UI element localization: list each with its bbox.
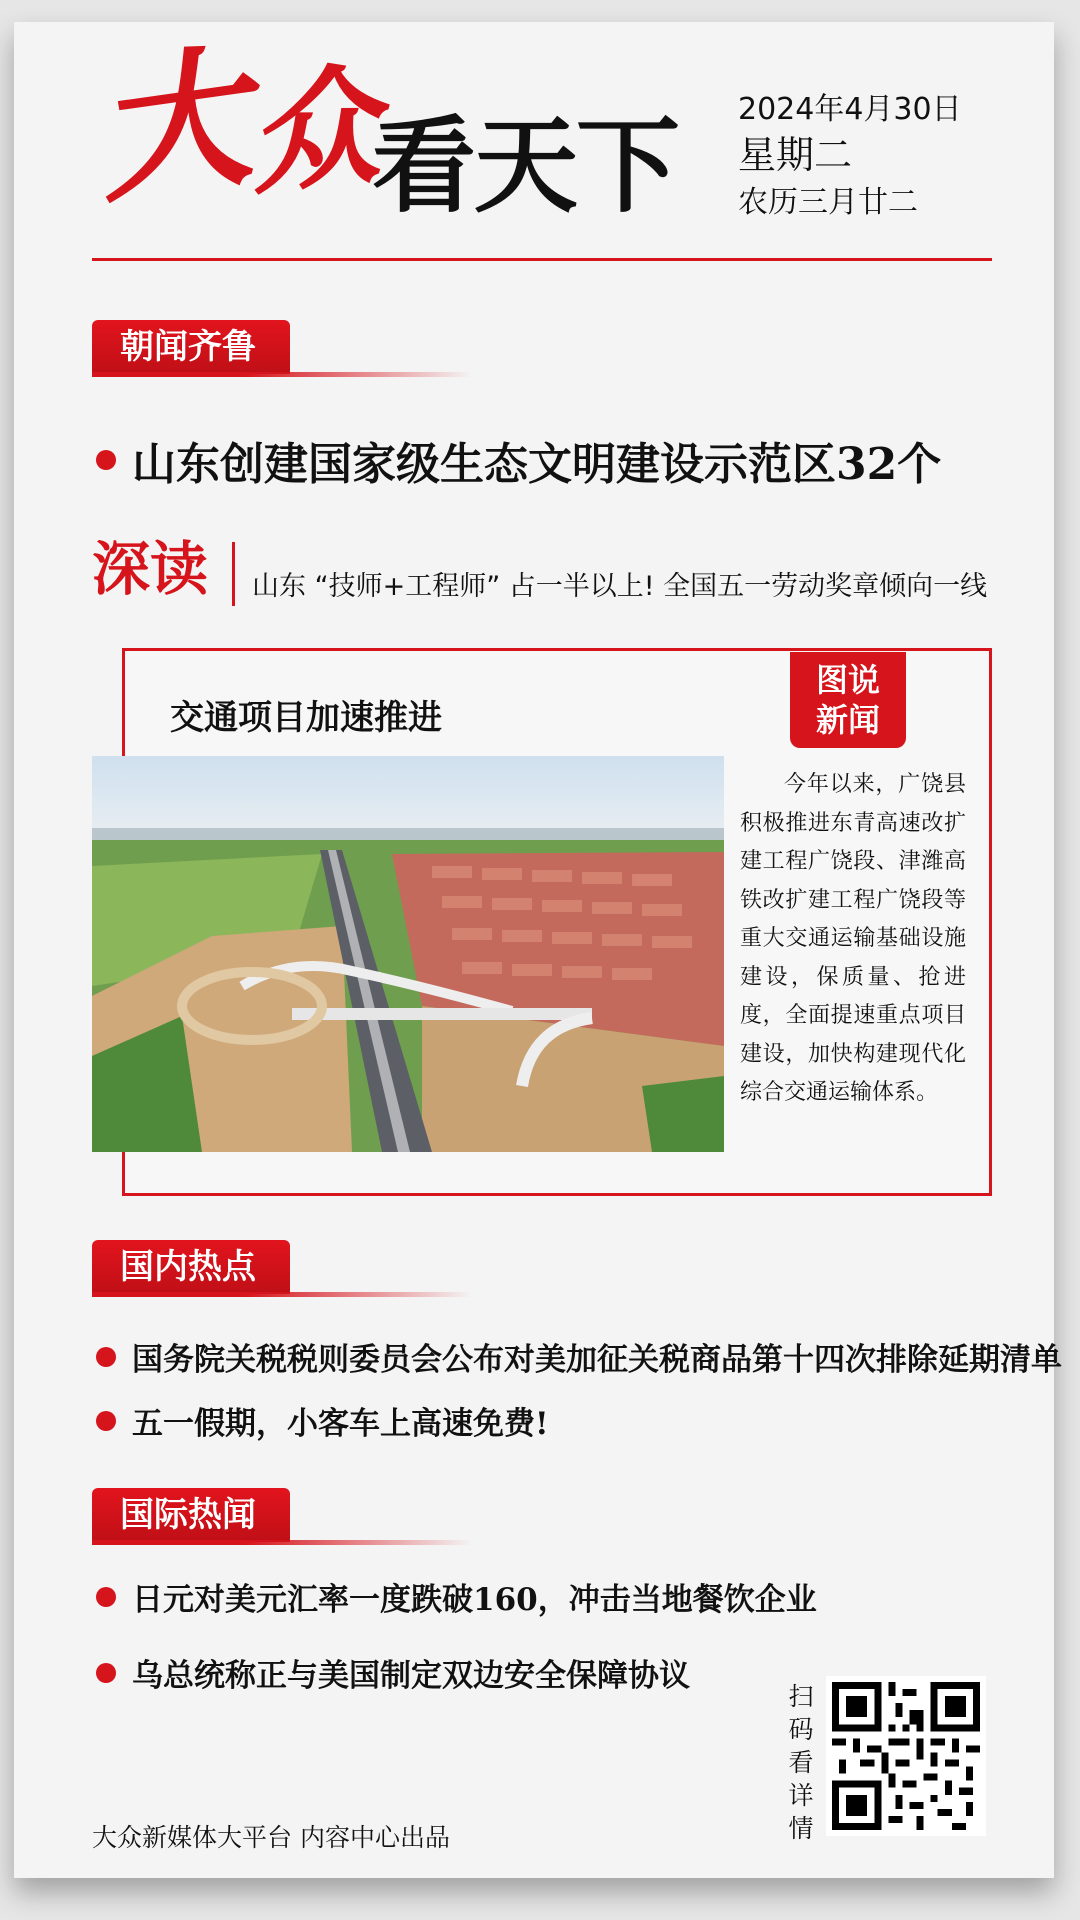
brand-logo-zhong: 众	[240, 47, 386, 214]
list-item[interactable]	[96, 1334, 1062, 1379]
picture-news-title: 交通项目加速推进	[170, 698, 442, 738]
list-item[interactable]	[96, 1574, 817, 1619]
headline-domestic-2: 五一假期，小客车上高速免费!	[132, 1406, 549, 1442]
brand-logo-da: 大	[84, 26, 256, 225]
bullet-dot-icon	[96, 450, 116, 470]
section-tag-underline	[92, 1540, 472, 1545]
bullet-dot-icon	[96, 1663, 116, 1683]
qr-scan-label: 扫码看详情	[788, 1682, 814, 1843]
deep-read-link[interactable]: 山东 “技师+工程师” 占一半以上! 全国五一劳动奖章倾向一线	[252, 571, 988, 602]
bullet-dot-icon	[96, 1411, 116, 1431]
headline-local: 山东创建国家级生态文明建设示范区32个	[132, 439, 942, 490]
lunar-date: 农历三月廿二	[738, 185, 918, 220]
footer-credit: 大众新媒体大平台 内容中心出品	[92, 1823, 450, 1852]
weekday: 星期二	[738, 133, 853, 177]
aerial-photo-illustration	[92, 756, 724, 1152]
deep-read-divider	[232, 542, 235, 606]
section-tag-local: 朝闻齐鲁	[92, 320, 290, 374]
deep-read-label: 深读	[92, 535, 209, 603]
bullet-dot-icon	[96, 1347, 116, 1367]
headline-domestic-1: 国务院关税税则委员会公布对美加征关税商品第十四次排除延期清单	[132, 1342, 1062, 1378]
headline-international-1: 日元对美元汇率一度跌破160，冲击当地餐饮企业	[132, 1582, 817, 1618]
picture-news-badge-line1: 图说	[815, 661, 880, 699]
picture-news-badge-line2: 新闻	[815, 701, 880, 739]
picture-news-body: 今年以来，广饶县积极推进东青高速改扩建工程广饶段、津潍高铁改扩建工程广饶段等重大交通运输基础设施建设，保质量、抢进度，全面提速重点项目建设，加快构建现代化综合交通运输体系。	[740, 772, 966, 1105]
qr-code-icon	[832, 1682, 980, 1830]
headline-international-2: 乌总统称正与美国制定双边安全保障协议	[132, 1658, 690, 1694]
picture-news-badge	[790, 652, 906, 748]
section-tag-domestic: 国内热点	[92, 1240, 290, 1294]
brand-logo-title: 看天下	[372, 105, 679, 227]
section-tag-underline	[92, 372, 472, 377]
list-item[interactable]	[96, 1398, 549, 1443]
section-tag-underline	[92, 1292, 472, 1297]
bullet-dot-icon	[96, 1587, 116, 1607]
section-tag-international: 国际热闻	[92, 1488, 290, 1542]
list-item[interactable]	[96, 1650, 690, 1695]
qr-code[interactable]	[826, 1676, 986, 1836]
date: 2024年4月30日	[738, 92, 962, 127]
masthead-divider	[92, 258, 992, 261]
list-item[interactable]	[96, 428, 941, 492]
highway-interchange-photo[interactable]	[92, 756, 724, 1152]
